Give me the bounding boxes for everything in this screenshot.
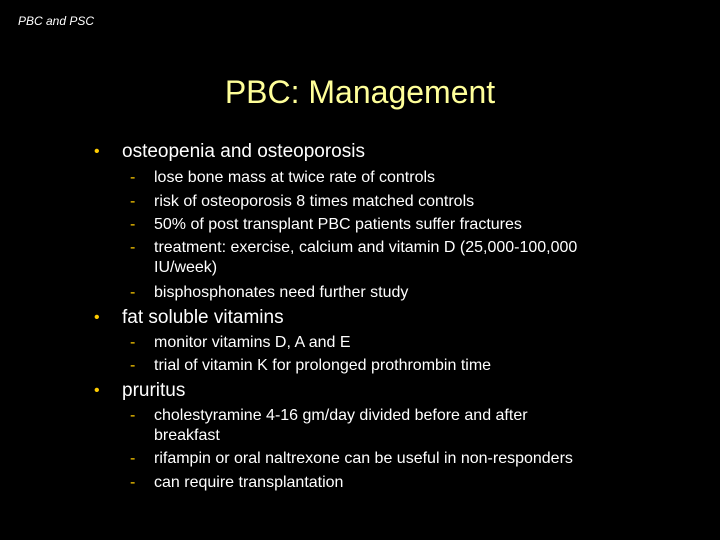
bullet-text: fat soluble vitamins (122, 307, 284, 328)
bullet-text: pruritus (122, 380, 186, 401)
sub-bullet-text: monitor vitamins D, A and E (154, 334, 351, 351)
sub-bullet-text: treatment: exercise, calcium and vitamin D (25,000-100,000 IU/week) (154, 239, 578, 276)
dash-icon: - (130, 450, 136, 467)
sub-bullet-text: risk of osteoporosis 8 times matched controls (154, 193, 475, 210)
dash-icon: - (130, 407, 136, 424)
slide-header-tag: PBC and PSC (18, 14, 95, 28)
dash-icon: - (130, 169, 136, 186)
sub-bullet-text: 50% of post transplant PBC patients suffer fractures (154, 216, 522, 233)
dash-icon: - (130, 334, 136, 351)
dash-icon: - (130, 474, 136, 491)
bullet-dot-icon: • (94, 382, 100, 399)
sub-bullet-text: cholestyramine 4-16 gm/day divided before and after breakfast (154, 407, 528, 444)
sub-bullet-text: lose bone mass at twice rate of controls (154, 169, 436, 186)
sub-bullet-text: bisphosphonates need further study (154, 284, 409, 301)
bullet-dot-icon: • (94, 309, 100, 326)
dash-icon: - (130, 216, 136, 233)
sub-bullet-text: rifampin or oral naltrexone can be useful in non-responders (154, 450, 573, 467)
dash-icon: - (130, 239, 136, 256)
slide-title-text: PBC: Management (224, 74, 496, 110)
dash-icon: - (130, 284, 136, 301)
sub-bullet-text: can require transplantation (154, 474, 344, 491)
bullet-dot-icon: • (94, 143, 100, 160)
dash-icon: - (130, 193, 136, 210)
dash-icon: - (130, 357, 136, 374)
sub-bullet-text: trial of vitamin K for prolonged prothrombin time (154, 357, 492, 374)
bullet-text: osteopenia and osteoporosis (122, 141, 365, 162)
